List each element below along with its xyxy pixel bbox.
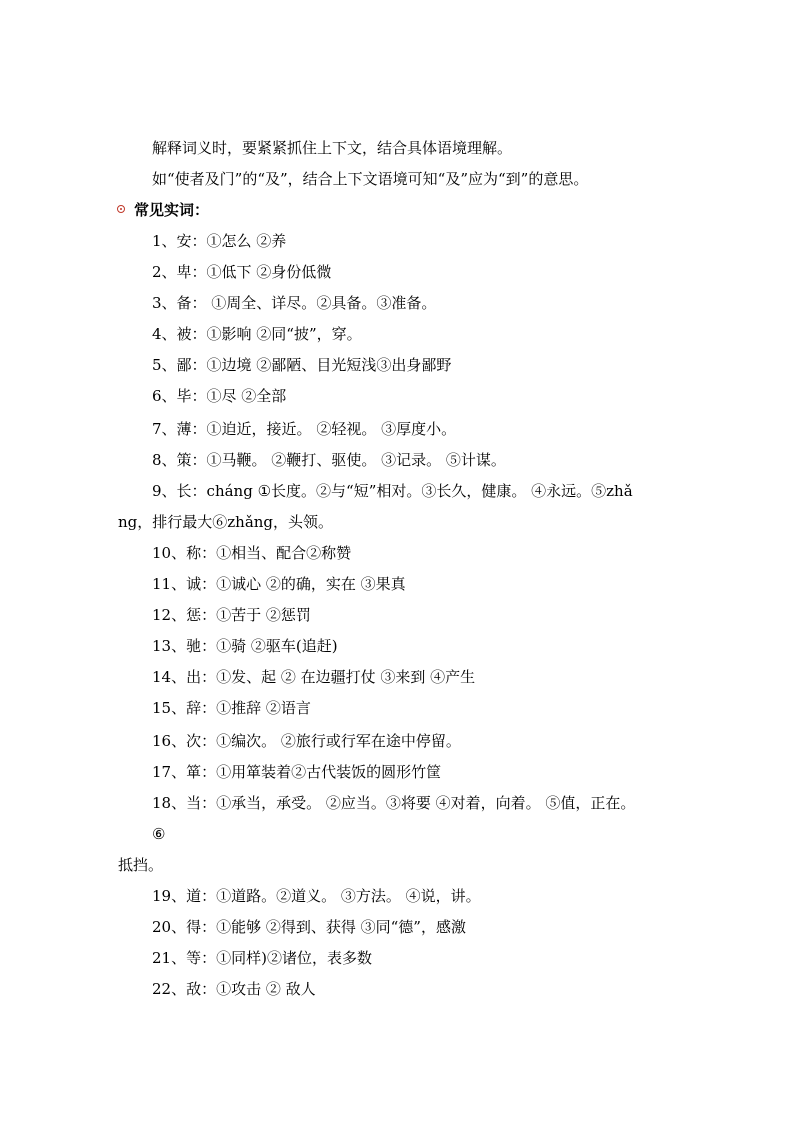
list-item: 7、薄：①迫近，接近。 ②轻视。 ③厚度小。 xyxy=(152,420,457,438)
list-item: 6、毕：①尽 ②全部 xyxy=(152,387,287,405)
section-title: 常见实词： xyxy=(134,201,210,219)
list-item: 22、敌：①攻击 ② 敌人 xyxy=(152,980,316,998)
list-item: 8、策：①马鞭。 ②鞭打、驱使。 ③记录。 ⑤计谋。 xyxy=(152,451,506,469)
list-item: 11、诚：①诚心 ②的确，实在 ③果真 xyxy=(152,575,406,593)
list-item: 20、得：①能够 ②得到、获得 ③同“德”，感激 xyxy=(152,918,466,936)
list-item-continuation: 抵挡。 xyxy=(118,856,164,874)
list-item: 4、被：①影响 ②同“披”，穿。 xyxy=(152,325,362,343)
list-item: 21、等：①同样)②诸位，表多数 xyxy=(152,949,372,967)
list-item: 12、惩：①苦于 ②惩罚 xyxy=(152,606,311,624)
list-item: 18、当：①承当，承受。 ②应当。③将要 ④对着，向着。 ⑤值，正在。 xyxy=(152,794,636,812)
list-item: 1、安：①怎么 ②养 xyxy=(152,232,287,250)
list-item: 5、鄙：①边境 ②鄙陋、目光短浅③出身鄙野 xyxy=(152,356,452,374)
list-item-continuation: ⑥ xyxy=(152,825,166,843)
list-item: 3、备： ①周全、详尽。②具备。③准备。 xyxy=(152,294,437,312)
list-item: 16、次：①编次。 ②旅行或行军在途中停留。 xyxy=(152,732,461,750)
bullet-icon xyxy=(117,205,125,213)
intro-line-2: 如“使者及门”的“及”，结合上下文语境可知“及”应为“到”的意思。 xyxy=(152,170,589,188)
intro-line-1: 解释词义时，要紧紧抓住上下文，结合具体语境理解。 xyxy=(152,139,513,157)
list-item: 13、驰：①骑 ②驱车(追赶) xyxy=(152,637,338,655)
list-item: 9、长：cháng ①长度。②与“短”相对。③长久，健康。 ④永远。⑤zhǎ xyxy=(152,482,633,500)
list-item: 17、箪：①用箪装着②古代装饭的圆形竹筐 xyxy=(152,763,442,781)
list-item-continuation: ng，排行最大⑥zhǎng，头领。 xyxy=(118,513,334,531)
list-item: 10、称：①相当、配合②称赞 xyxy=(152,544,352,562)
list-item: 2、卑：①低下 ②身份低微 xyxy=(152,263,332,281)
list-item: 19、道：①道路。②道义。 ③方法。 ④说，讲。 xyxy=(152,887,481,905)
list-item: 14、出：①发、起 ② 在边疆打仗 ③来到 ④产生 xyxy=(152,668,476,686)
list-item: 15、辞：①推辞 ②语言 xyxy=(152,699,311,717)
